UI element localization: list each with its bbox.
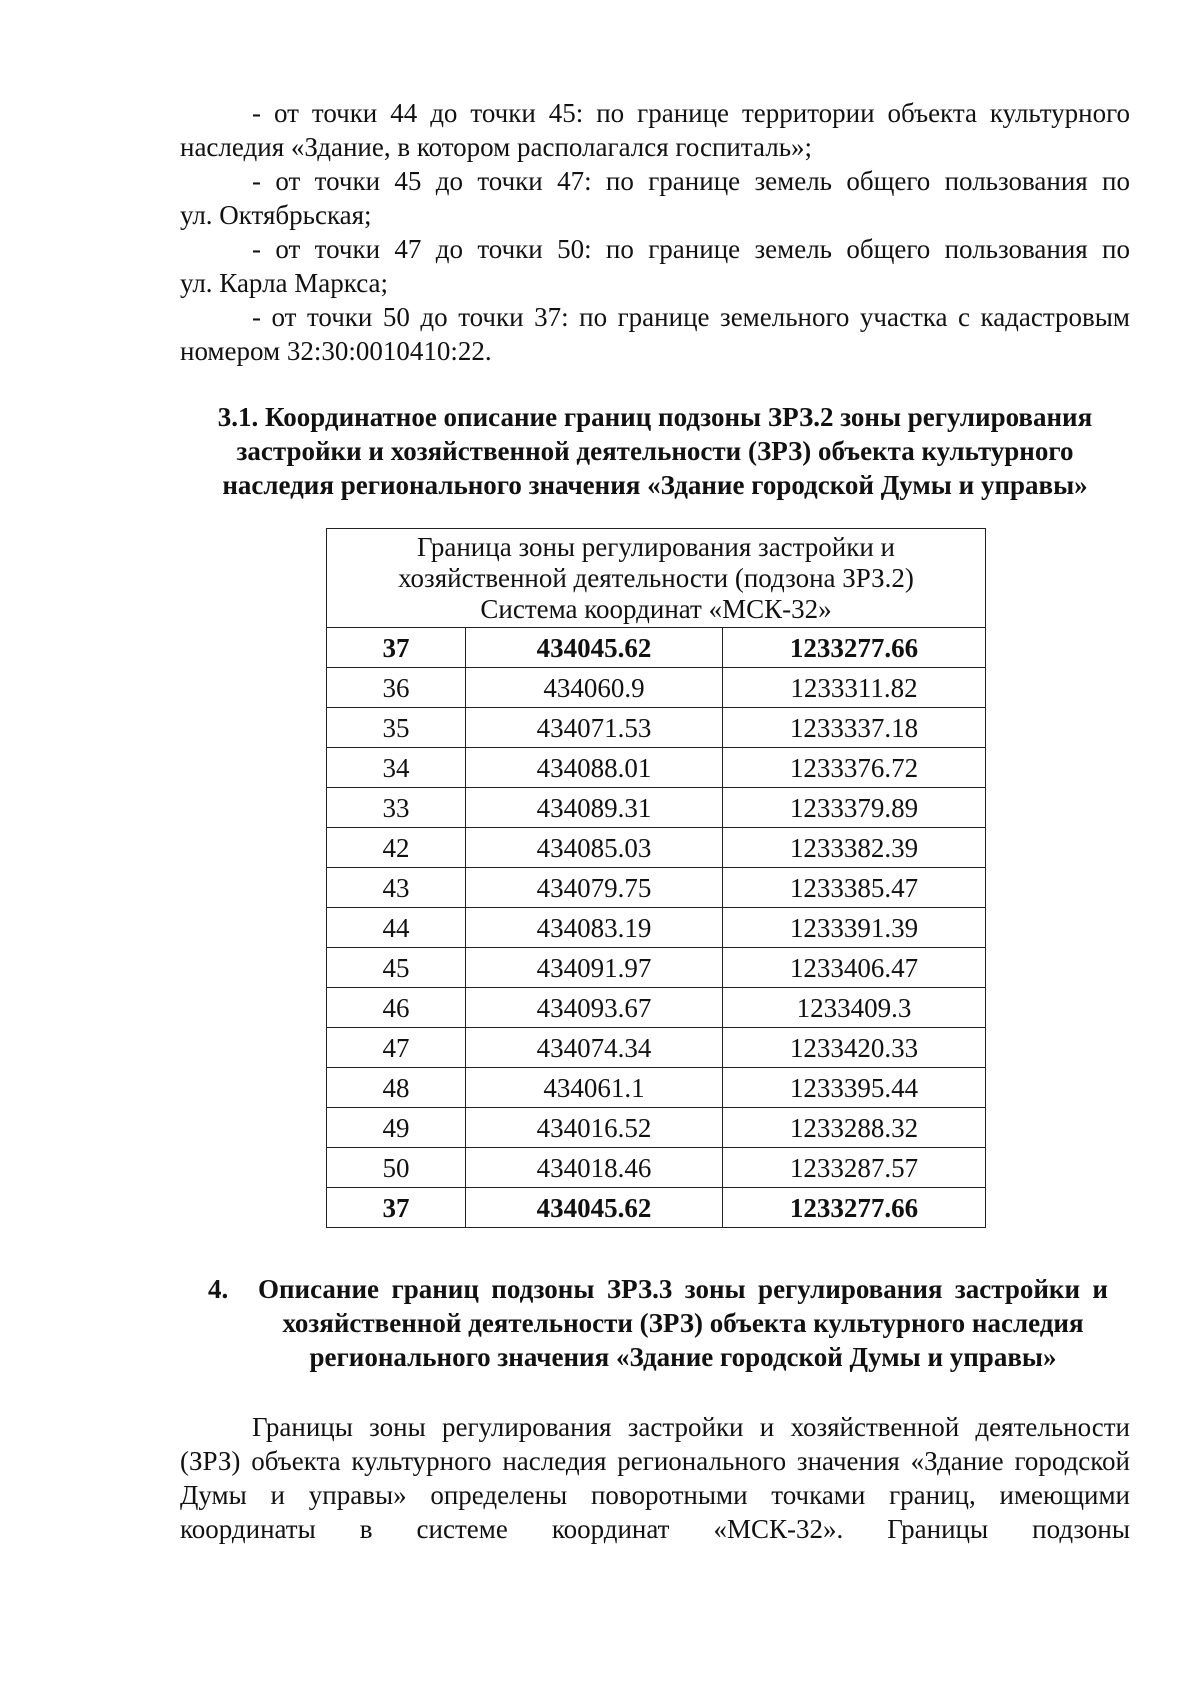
- coordinates-table-wrapper: [326, 528, 986, 1228]
- x-coordinate-cell: 434093.67: [466, 988, 723, 1028]
- table-caption: Граница зоны регулирования застройки и хозяйственной деятельности (подзона ЗРЗ.2) Система координат «МСК-32»: [327, 529, 986, 628]
- section-3-1-heading: 3.1. Координатное описание границ подзоны ЗРЗ.2 зоны регулирования застройки и хозяйственной деятельности (ЗРЗ) объекта культурного наследия регионального значения «Здание городской Думы и управы»: [217, 402, 1093, 500]
- y-coordinate-cell: 1233409.3: [723, 988, 986, 1028]
- point-number-cell: 35: [327, 708, 466, 748]
- y-coordinate-cell: 1233406.47: [723, 948, 986, 988]
- x-coordinate-cell: 434060.9: [466, 668, 723, 708]
- point-number-cell: 36: [327, 668, 466, 708]
- table-row: [327, 748, 986, 788]
- boundary-item-45-47: - от точки 45 до точки 47: по границе земель общего пользования по ул. Октябрьская;: [180, 166, 1130, 230]
- y-coordinate-cell: 1233277.66: [723, 1188, 986, 1228]
- y-coordinate-cell: 1233311.82: [723, 668, 986, 708]
- y-coordinate-cell: 1233395.44: [723, 1068, 986, 1108]
- y-coordinate-cell: 1233277.66: [723, 628, 986, 668]
- y-coordinate-cell: 1233376.72: [723, 748, 986, 788]
- table-row: [327, 908, 986, 948]
- table-row: [327, 948, 986, 988]
- x-coordinate-cell: 434071.53: [466, 708, 723, 748]
- x-coordinate-cell: 434079.75: [466, 868, 723, 908]
- x-coordinate-cell: 434045.62: [466, 628, 723, 668]
- point-number-cell: 44: [327, 908, 466, 948]
- point-number-cell: 34: [327, 748, 466, 788]
- y-coordinate-cell: 1233382.39: [723, 828, 986, 868]
- point-number-cell: 47: [327, 1028, 466, 1068]
- table-row: [327, 828, 986, 868]
- y-coordinate-cell: 1233337.18: [723, 708, 986, 748]
- point-number-cell: 42: [327, 828, 466, 868]
- section-4-paragraph: Границы зоны регулирования застройки и хозяйственной деятельности (ЗРЗ) объекта культурного наследия регионального значения «Здание городской Думы и управы» определены поворотными точками границ, имеющими координаты в системе координат «МСК-32». Границы подзоны: [180, 1412, 1130, 1544]
- point-number-cell: 50: [327, 1148, 466, 1188]
- table-row: [327, 1068, 986, 1108]
- x-coordinate-cell: 434045.62: [466, 1188, 723, 1228]
- point-number-cell: 46: [327, 988, 466, 1028]
- y-coordinate-cell: 1233379.89: [723, 788, 986, 828]
- table-row: [327, 628, 986, 668]
- point-number-cell: 48: [327, 1068, 466, 1108]
- document-page: [180, 96, 1130, 1546]
- x-coordinate-cell: 434061.1: [466, 1068, 723, 1108]
- x-coordinate-cell: 434016.52: [466, 1108, 723, 1148]
- y-coordinate-cell: 1233391.39: [723, 908, 986, 948]
- x-coordinate-cell: 434074.34: [466, 1028, 723, 1068]
- section-4-heading: 4. Описание границ подзоны ЗРЗ.3 зоны регулирования застройки и хозяйственной деятельности (ЗРЗ) объекта культурного наследия регионального значения «Здание городской Думы и управы»: [208, 1274, 1108, 1372]
- y-coordinate-cell: 1233288.32: [723, 1108, 986, 1148]
- y-coordinate-cell: 1233385.47: [723, 868, 986, 908]
- table-row: [327, 1028, 986, 1068]
- table-row: [327, 1188, 986, 1228]
- y-coordinate-cell: 1233420.33: [723, 1028, 986, 1068]
- table-row: [327, 788, 986, 828]
- x-coordinate-cell: 434085.03: [466, 828, 723, 868]
- x-coordinate-cell: 434018.46: [466, 1148, 723, 1188]
- coordinates-table: [326, 528, 986, 1228]
- point-number-cell: 49: [327, 1108, 466, 1148]
- table-row: [327, 988, 986, 1028]
- boundary-item-50-37: - от точки 50 до точки 37: по границе земельного участка с кадастровым номером 32:30:0010410:22.: [180, 302, 1130, 366]
- table-row: [327, 708, 986, 748]
- boundary-item-44-45: - от точки 44 до точки 45: по границе территории объекта культурного наследия «Здание, в котором располагался госпиталь»;: [180, 98, 1130, 162]
- table-row: [327, 1108, 986, 1148]
- point-number-cell: 43: [327, 868, 466, 908]
- point-number-cell: 37: [327, 1188, 466, 1228]
- table-row: [327, 1148, 986, 1188]
- point-number-cell: 33: [327, 788, 466, 828]
- x-coordinate-cell: 434083.19: [466, 908, 723, 948]
- table-caption-row: [327, 529, 986, 628]
- boundary-description-list: [180, 96, 1130, 368]
- point-number-cell: 37: [327, 628, 466, 668]
- x-coordinate-cell: 434091.97: [466, 948, 723, 988]
- x-coordinate-cell: 434089.31: [466, 788, 723, 828]
- table-row: [327, 668, 986, 708]
- section-4-number: 4.: [208, 1274, 229, 1304]
- y-coordinate-cell: 1233287.57: [723, 1148, 986, 1188]
- boundary-item-47-50: - от точки 47 до точки 50: по границе земель общего пользования по ул. Карла Маркса;: [180, 234, 1130, 298]
- table-row: [327, 868, 986, 908]
- point-number-cell: 45: [327, 948, 466, 988]
- x-coordinate-cell: 434088.01: [466, 748, 723, 788]
